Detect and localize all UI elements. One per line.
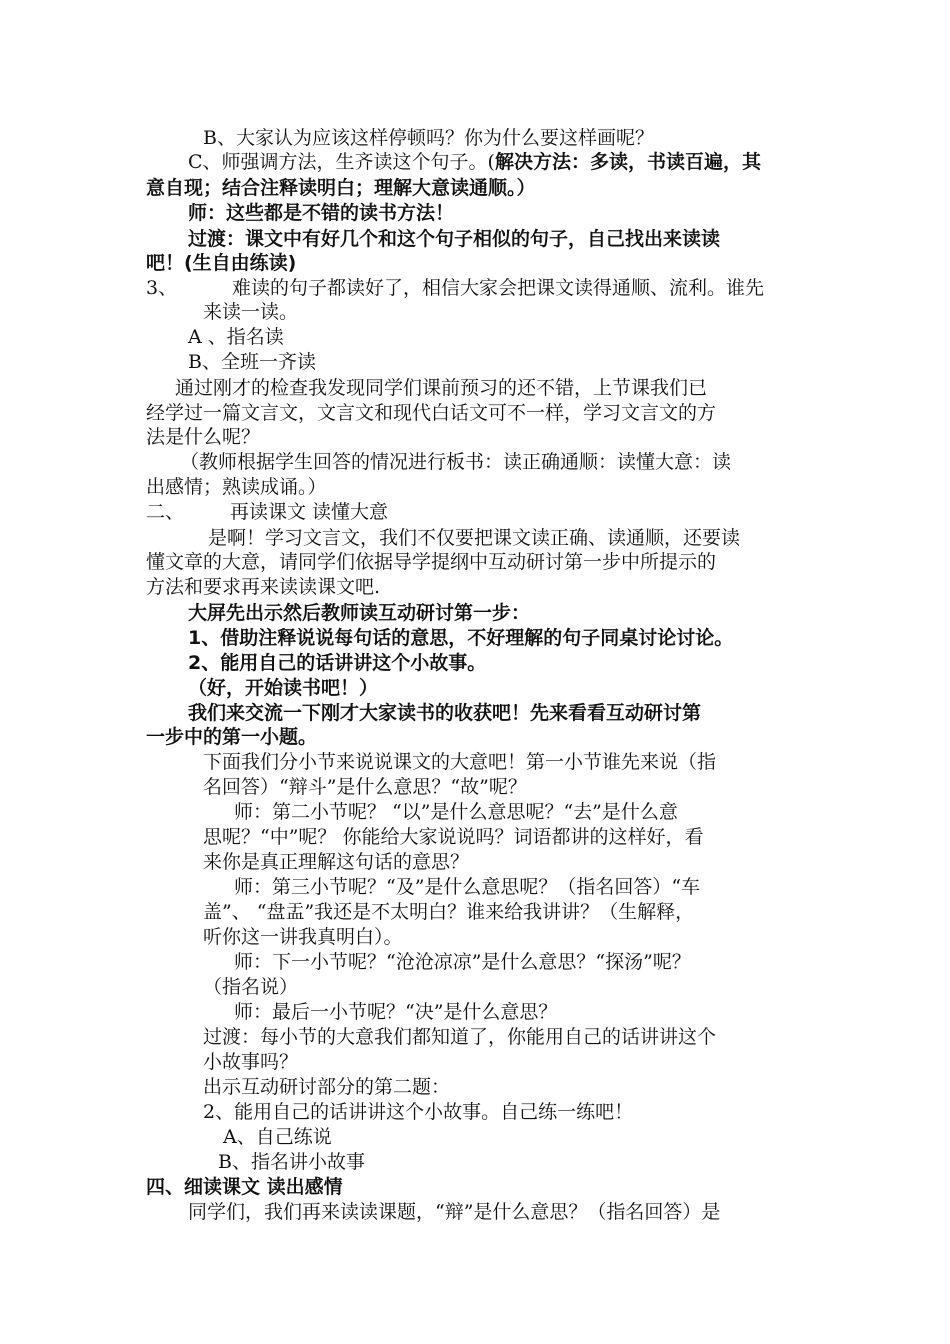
- text-line: 过渡：每小节的大意我们都知道了，你能用自己的话讲讲这个: [203, 1026, 717, 1048]
- section-heading: 四、细读课文 读出感情: [146, 1176, 343, 1198]
- text-line: 同学们，我们再来读读课题，“辩”是什么意思？（指名回答）是: [188, 1201, 721, 1223]
- text-line: 吧！(生自由练读): [146, 252, 297, 274]
- text-line: B、指名讲小故事: [218, 1151, 365, 1173]
- text-line: 过渡：课文中有好几个和这个句子相似的句子，自己找出来读读: [188, 228, 721, 250]
- bold-span: 解决方法：多读，书读百遍，其: [494, 151, 761, 173]
- text-line: 师：这些都是不错的读书方法！: [188, 202, 455, 224]
- text-line: 来读一读。: [203, 301, 299, 323]
- text-line: B、全班一齐读: [188, 351, 316, 373]
- text-line: 通过刚才的检查我发现同学们课前预习的还不错，上节课我们已: [175, 377, 708, 399]
- section-number: 二、: [146, 501, 185, 523]
- text-line: 经学过一篇文言文，文言文和现代白话文可不一样，学习文言文的方: [146, 402, 717, 424]
- text-line: 出示互动研讨部分的第二题：: [203, 1076, 451, 1098]
- text-line: 大屏先出示然后教师读互动研讨第一步：: [188, 602, 531, 624]
- text-span: C、师强调方法，生齐读这个句子。(: [188, 151, 495, 173]
- text-line: 方法和要求再来读读课文吧.: [146, 576, 381, 598]
- text-line: 小故事吗？: [203, 1051, 299, 1073]
- text-line: （教师根据学生回答的情况进行板书：读正确通顺：读懂大意：读: [180, 451, 732, 473]
- text-line: 师：最后一小节呢？“决”是什么意思？: [234, 1001, 558, 1023]
- text-line: 师：第三小节呢？“及”是什么意思呢？（指名回答）“车: [234, 876, 701, 898]
- text-line: 一步中的第一小题。: [146, 726, 318, 748]
- text-line: 2、能用自己的话讲讲这个小故事。: [188, 652, 487, 674]
- text-line: 师：下一小节呢？“沧沧凉凉”是什么意思？“探汤”呢？: [234, 951, 691, 973]
- section-heading: 再读课文 读懂大意: [230, 501, 389, 523]
- text-line: 难读的句子都读好了，相信大家会把课文读得通顺、流利。谁先: [232, 277, 765, 299]
- text-line: 名回答）“辩斗”是什么意思？“故”呢？: [203, 776, 527, 798]
- text-line: 思呢？“中”呢？ 你能给大家说说吗？词语都讲的这样好，看: [203, 826, 704, 848]
- text-line: B、大家认为应该这样停顿吗？你为什么要这样画呢？: [203, 127, 654, 149]
- text-line: 师：第二小节呢？ “以”是什么意思呢？“去”是什么意: [234, 801, 678, 823]
- text-line: 意自现；结合注释读明白；理解大意读通顺。）: [146, 177, 536, 199]
- text-line: （好，开始读书吧！）: [188, 677, 379, 699]
- text-line: A、自己练说: [223, 1126, 332, 1148]
- text-line: 1、借助注释说说每句话的意思，不好理解的句子同桌讨论讨论。: [188, 627, 734, 649]
- text-line: （指名说）: [203, 976, 299, 998]
- text-line: 听你这一讲我真明白）。: [203, 926, 403, 948]
- text-line: 来你是真正理解这句话的意思？: [203, 851, 470, 873]
- text-line: 下面我们分小节来说说课文的大意吧！第一小节谁先来说（指: [203, 751, 717, 773]
- text-line: 2、能用自己的话讲讲这个小故事。自己练一练吧！: [203, 1101, 634, 1123]
- text-line: 出感情；熟读成诵。）: [146, 476, 327, 498]
- list-number: 3、: [146, 277, 178, 299]
- text-line: 盖”、 “盘盂”我还是不太明白？谁来给我讲讲？（生解释，: [203, 901, 695, 923]
- text-line: A 、指名读: [188, 326, 284, 348]
- text-line: 法是什么呢？: [146, 426, 261, 448]
- text-line: 懂文章的大意，请同学们依据导学提纲中互动研讨第一步中所提示的: [146, 551, 717, 573]
- text-line: [188, 150, 761, 174]
- text-line: 是啊！学习文言文，我们不仅要把课文读正确、读通顺，还要读: [208, 527, 741, 549]
- text-line: 我们来交流一下刚才大家读书的收获吧！先来看看互动研讨第: [188, 702, 702, 724]
